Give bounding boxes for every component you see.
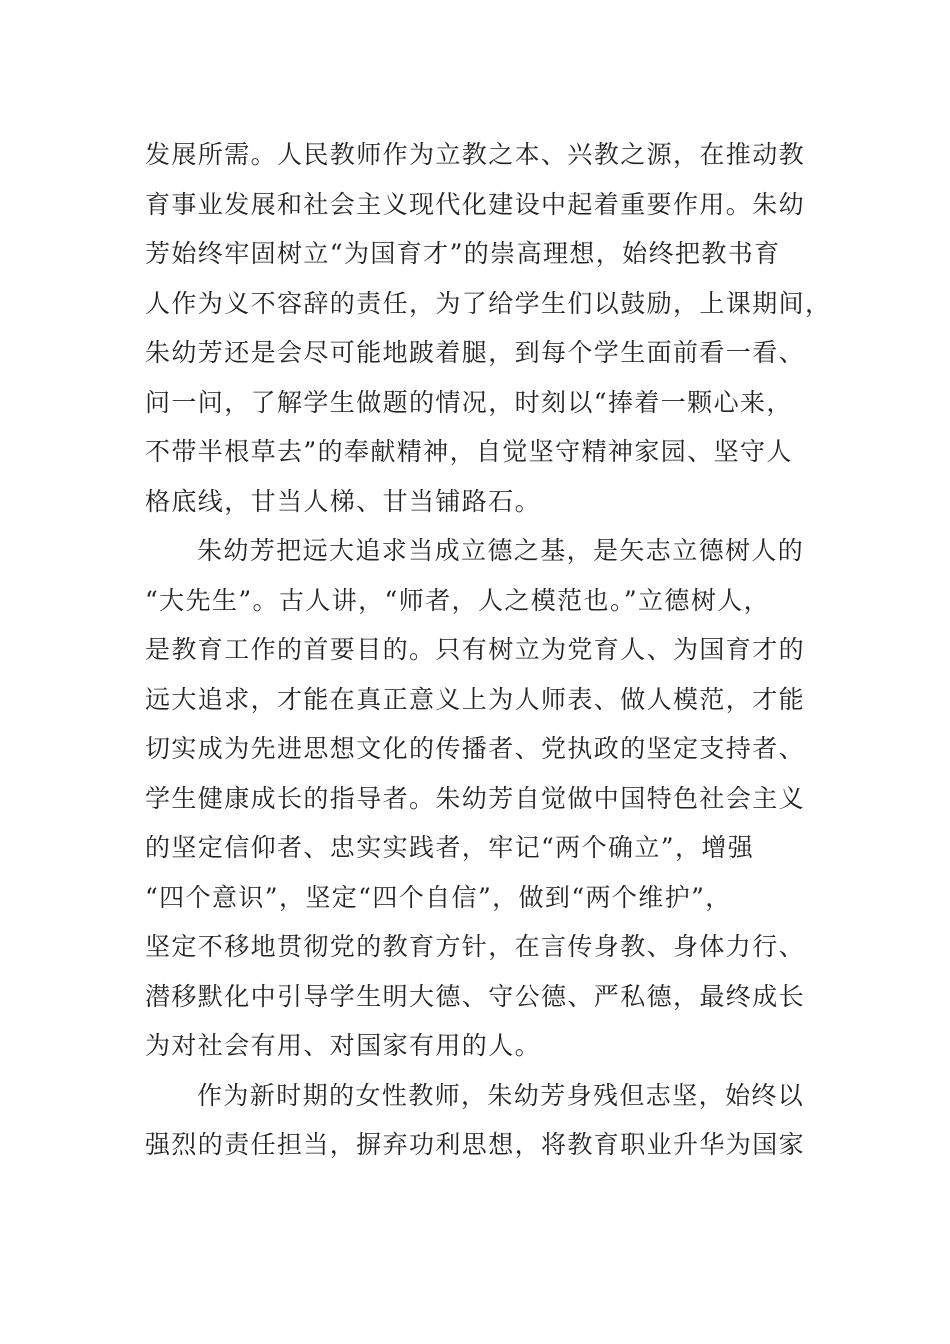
text-line: 的坚定信仰者、忠实实践者，牢记“两个确立”，增强 (145, 833, 755, 862)
text-line: “四个意识”，坚定“四个自信”，做到“两个维护”， (145, 882, 732, 912)
text-line: 切实成为先进思想文化的传播者、党执政的坚定支持者、 (145, 734, 806, 763)
text-line: 育事业发展和社会主义现代化建设中起着重要作用。朱幼 (145, 189, 806, 219)
text-line: 远大追求，才能在真正意义上为人师表、做人模范，才能 (145, 684, 806, 714)
text-line: 不带半根草去”的奉献精神，自觉坚守精神家园、坚守人 (145, 437, 793, 466)
paragraph-first-line: 作为新时期的女性教师，朱幼芳身残但志坚，始终以 (197, 1080, 805, 1110)
text-line: 芳始终牢固树立“为国育才”的崇高理想，始终把教书育 (145, 239, 781, 268)
text-line: 强烈的责任担当，摒弃功利思想，将教育职业升华为国家 (145, 1130, 806, 1159)
text-line: 人作为义不容辞的责任，为了给学生们以鼓励，上课期间， (145, 288, 832, 318)
text-line: 坚定不移地贯彻党的教育方针，在言传身教、身体力行、 (145, 932, 806, 961)
text-line: 潜移默化中引导学生明大德、守公德、严私德，最终成长 (145, 981, 806, 1011)
text-line: 学生健康成长的指导者。朱幼芳自觉做中国特色社会主义 (145, 783, 806, 813)
text-line: 朱幼芳还是会尽可能地跛着腿，到每个学生面前看一看、 (145, 338, 806, 367)
text-line: 是教育工作的首要目的。只有树立为党育人、为国育才的 (145, 635, 806, 664)
body-text (145, 130, 832, 1170)
text-line: 为对社会有用、对国家有用的人。 (145, 1031, 542, 1060)
text-line: 发展所需。人民教师作为立教之本、兴教之源，在推动教 (145, 140, 806, 169)
text-line: “大先生”。古人讲，“师者，人之模范也。”立德树人， (145, 585, 771, 615)
paragraph-first-line: 朱幼芳把远大追求当成立德之基，是矢志立德树人的 (197, 536, 805, 565)
text-line: 格底线，甘当人梯、甘当铺路石。 (145, 486, 542, 516)
text-line: 问一问，了解学生做题的情况，时刻以“捧着一颗心来， (145, 387, 793, 417)
